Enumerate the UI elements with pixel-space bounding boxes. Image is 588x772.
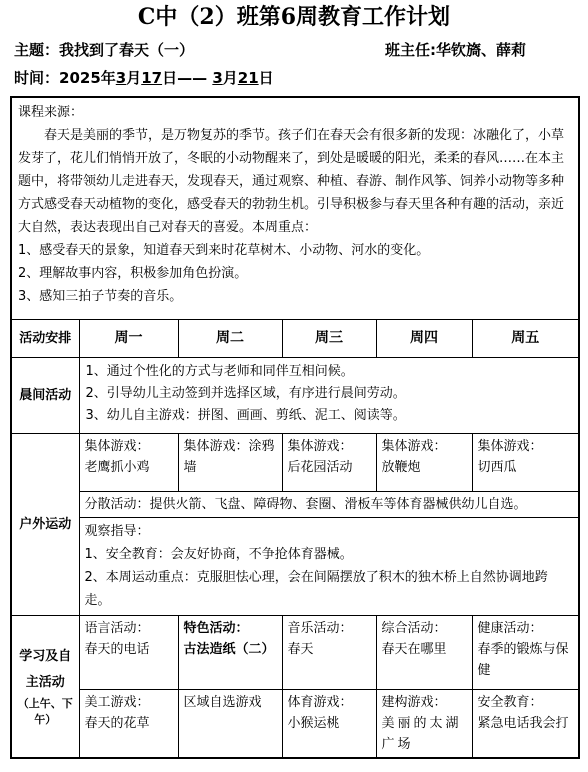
day-header: 周五 xyxy=(472,319,579,357)
morning-label: 晨间活动 xyxy=(11,357,79,433)
study-cell xyxy=(282,615,376,689)
source-row xyxy=(11,97,579,319)
day-header: 周一 xyxy=(79,319,178,357)
header-label: 活动安排 xyxy=(11,319,79,357)
plan-table xyxy=(10,96,580,759)
study-row-2 xyxy=(11,689,579,758)
teacher-names: 华钦旖、薛莉 xyxy=(436,41,527,59)
study-cell xyxy=(282,689,376,758)
game-title: 集体游戏： xyxy=(84,438,150,454)
time-year: 2025年 xyxy=(59,69,116,87)
study-label xyxy=(11,615,79,758)
time-label: 时间： xyxy=(14,69,60,87)
time-unit: 日—— xyxy=(162,69,213,87)
observe-row xyxy=(11,517,579,615)
theme-value: 我找到了春天（一） xyxy=(59,41,195,59)
teacher-label: 班主任: xyxy=(385,41,436,59)
game-title: 集体游戏： xyxy=(183,438,249,454)
morning-content xyxy=(79,357,579,433)
time-unit: 月 xyxy=(222,69,238,87)
teacher-line xyxy=(385,39,526,61)
study-label-line: 主活动 xyxy=(25,675,65,690)
outdoor-label: 户外运动 xyxy=(11,433,79,615)
observe-title: 观察指导： xyxy=(84,523,150,539)
study-name: 紧急电话我会打 xyxy=(477,715,569,731)
theme-label: 主题： xyxy=(14,41,60,59)
study-name: 春季的锻炼与保健 xyxy=(477,641,569,678)
game-title: 集体游戏： xyxy=(477,438,543,454)
study-cell xyxy=(472,689,579,758)
game-name: 放鞭炮 xyxy=(381,459,421,475)
scatter-row xyxy=(11,491,579,517)
game-name: 老鹰抓小鸡 xyxy=(84,459,150,475)
morning-item: 2、引导幼儿主动签到并选择区域，有序进行晨间劳动。 xyxy=(85,385,406,401)
game-name: 切西瓜 xyxy=(477,459,517,475)
study-title: 语言活动： xyxy=(84,620,150,636)
course-source xyxy=(11,97,579,319)
day-header: 周四 xyxy=(376,319,472,357)
game-title: 集体游戏： xyxy=(381,438,447,454)
game-cell xyxy=(472,433,579,491)
study-cell xyxy=(178,615,282,689)
time-start-day: 17 xyxy=(141,69,163,87)
theme-line xyxy=(14,39,194,61)
study-cell xyxy=(472,615,579,689)
observe-item: 2、本周运动重点：克服胆怯心理，会在间隔摆放了积木的独木桥上自然协调地跨走。 xyxy=(84,569,548,608)
study-title: 建构游戏： xyxy=(381,694,447,710)
game-cell xyxy=(376,433,472,491)
time-start-month: 3 xyxy=(115,69,127,87)
source-heading: 课程来源： xyxy=(18,105,84,120)
study-cell xyxy=(79,689,178,758)
focus-point: 2、理解故事内容，积极参加角色扮演。 xyxy=(18,266,248,281)
focus-point: 3、感知三拍子节奏的音乐。 xyxy=(18,289,183,304)
study-title: 美工游戏： xyxy=(84,694,150,710)
study-name: 春天 xyxy=(287,641,314,657)
study-title: 健康活动： xyxy=(477,620,543,636)
study-title: 区域自选游戏 xyxy=(183,694,262,710)
study-title: 综合活动： xyxy=(381,620,447,636)
time-unit: 月 xyxy=(126,69,142,87)
game-cell xyxy=(282,433,376,491)
time-line xyxy=(14,67,274,89)
scatter-activity: 分散活动：提供火箭、飞盘、障碍物、套圈、滑板车等体育器械供幼儿自选。 xyxy=(79,491,579,517)
study-name: 春天的花草 xyxy=(84,715,150,731)
game-title: 集体游戏： xyxy=(287,438,353,454)
study-cell xyxy=(178,689,282,758)
study-title: 体育游戏： xyxy=(287,694,353,710)
game-cell xyxy=(178,433,282,491)
study-name: 春天的电话 xyxy=(84,641,150,657)
game-name: 涂鸦墙 xyxy=(183,438,275,475)
study-cell xyxy=(376,615,472,689)
focus-point: 1、感受春天的景象，知道春天到来时花草树木、小动物、河水的变化。 xyxy=(18,243,430,258)
study-name: 小猴运桃 xyxy=(287,715,340,731)
study-title: 音乐活动： xyxy=(287,620,353,636)
study-label-line: 学习及自 xyxy=(19,649,72,664)
source-text: 春天是美丽的季节，是万物复苏的季节。孩子们在春天会有很多新的发现：冰融化了，小草发芽了，花儿们悄悄开放了，冬眠的小动物醒来了，到处是暖暖的阳光，柔柔的春风……在本主题中，将带领幼儿走进春天，发现春天，通过观察、种植、春游、制作风筝、饲养小动物等多种方式感受春天动植物的变化，感受春天的勃勃生机。引导积极参与春天里各种有趣的活动，亲近大自然，表达表现出自己对春天的喜爱。本周重点： xyxy=(18,128,565,235)
study-name: 美丽的太湖广场 xyxy=(381,715,462,752)
observe-guide xyxy=(79,517,579,615)
outdoor-games-row xyxy=(11,433,579,491)
time-end-day: 21 xyxy=(237,69,259,87)
study-title: 特色活动： xyxy=(183,620,249,636)
page-title: C中（2）班第6周教育工作计划 xyxy=(137,4,451,30)
morning-item: 3、幼儿自主游戏：拼图、画画、剪纸、泥工、阅读等。 xyxy=(85,407,406,423)
time-end-month: 3 xyxy=(212,69,223,87)
day-header: 周二 xyxy=(178,319,282,357)
game-name: 后花园活动 xyxy=(287,459,353,475)
study-name: 春天在哪里 xyxy=(381,641,447,657)
study-title: 安全教育： xyxy=(477,694,543,710)
observe-item: 1、安全教育：会友好协商，不争抢体育器械。 xyxy=(84,546,353,562)
study-label-line: （上午、下午） xyxy=(17,697,73,726)
study-cell xyxy=(376,689,472,758)
morning-item: 1、通过个性化的方式与老师和同伴互相问候。 xyxy=(85,363,354,379)
game-cell xyxy=(79,433,178,491)
study-cell xyxy=(79,615,178,689)
day-header: 周三 xyxy=(282,319,376,357)
study-row-1 xyxy=(11,615,579,689)
morning-row xyxy=(11,357,579,433)
time-unit: 日 xyxy=(258,69,274,87)
study-name: 古法造纸（二） xyxy=(183,641,275,657)
header-row xyxy=(11,319,579,357)
